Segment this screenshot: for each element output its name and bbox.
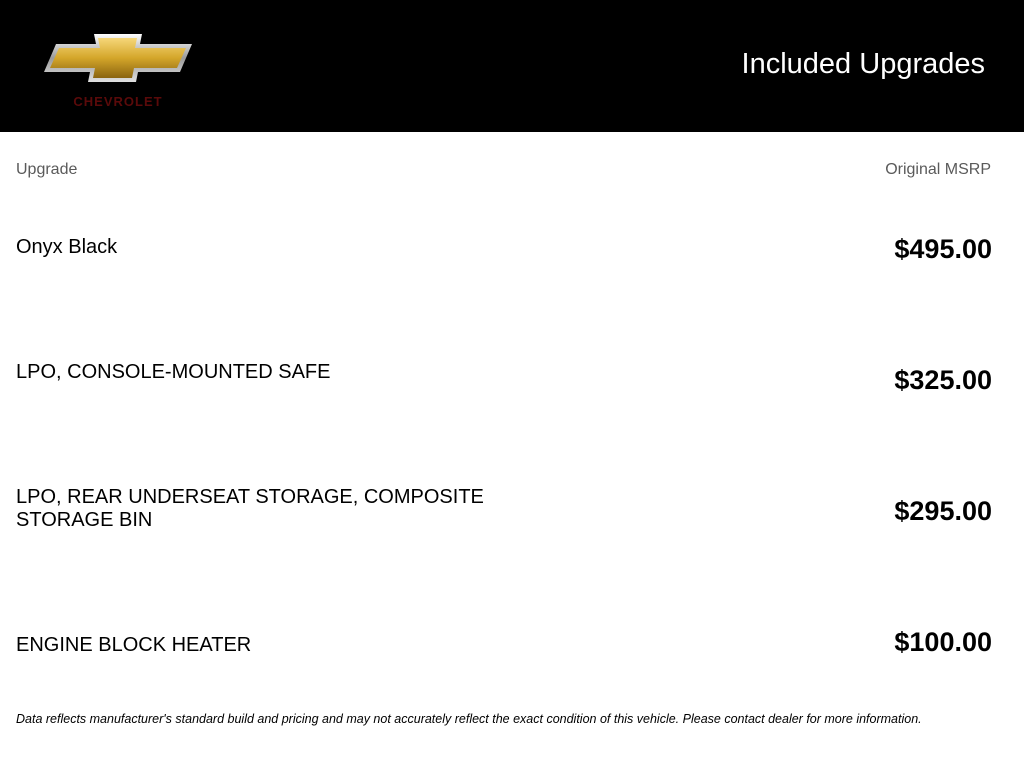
upgrade-name: LPO, REAR UNDERSEAT STORAGE, COMPOSITE STORAGE BIN [16,486,484,531]
disclaimer-text: Data reflects manufacturer's standard build and pricing and may not accurately reflect the exact condition of this vehicle. Please contact dealer for more information. [16,712,922,726]
upgrade-name: Onyx Black [16,236,118,258]
upgrade-price: $100.00 [894,627,992,657]
upgrade-name: ENGINE BLOCK HEATER [16,634,252,656]
page-title: Included Upgrades [741,48,985,80]
column-header-upgrade: Upgrade [16,161,78,178]
upgrade-price: $325.00 [894,365,992,395]
column-header-msrp: Original MSRP [885,161,991,178]
upgrade-name: LPO, CONSOLE-MOUNTED SAFE [16,361,331,383]
chevrolet-logo [44,34,192,110]
upgrade-price: $295.00 [894,496,992,526]
header-bar [0,0,1024,132]
logo-wordmark: CHEVROLET [73,94,163,109]
bowtie-icon [44,34,192,94]
upgrade-price: $495.00 [894,234,992,264]
